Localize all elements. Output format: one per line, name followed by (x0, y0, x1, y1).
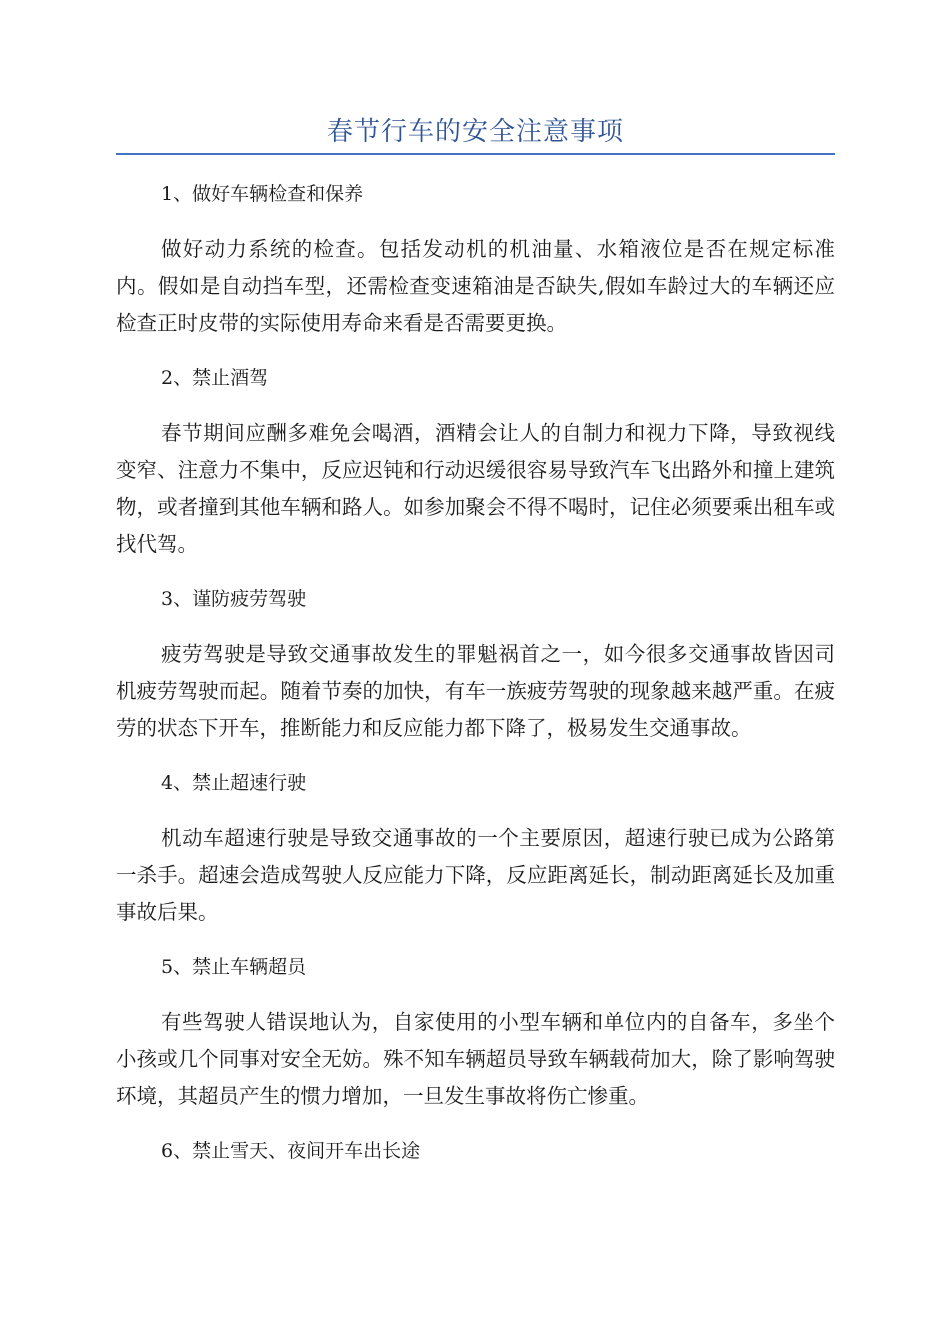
section-heading-1: 1、做好车辆检查和保养 (161, 183, 364, 205)
document-body (116, 174, 835, 1188)
title-underline (116, 153, 835, 155)
section-body-1: 做好动力系统的检查。包括发动机的机油量、水箱液位是否在规定标准内。假如是自动挡车型，还需检查变速箱油是否缺失,假如车龄过大的车辆还应检查正时皮带的实际使用寿命来看是否需要更换。 (116, 237, 835, 335)
section-body-2: 春节期间应酬多难免会喝酒，酒精会让人的自制力和视力下降，导致视线变窄、注意力不集中，反应迟钝和行动迟缓很容易导致汽车飞出路外和撞上建筑物，或者撞到其他车辆和路人。如参加聚会不得不喝时，记住必须要乘出租车或找代驾。 (116, 421, 835, 556)
section-heading-4: 4、禁止超速行驶 (161, 772, 307, 794)
section-body-3: 疲劳驾驶是导致交通事故发生的罪魁祸首之一，如今很多交通事故皆因司机疲劳驾驶而起。随着节奏的加快，有车一族疲劳驾驶的现象越来越严重。在疲劳的状态下开车，推断能力和反应能力都下降了，极易发生交通事故。 (116, 642, 835, 740)
section-heading-6: 6、禁止雪天、夜间开车出长途 (161, 1140, 421, 1162)
section-body-4: 机动车超速行驶是导致交通事故的一个主要原因，超速行驶已成为公路第一杀手。超速会造成驾驶人反应能力下降，反应距离延长，制动距离延长及加重事故后果。 (116, 826, 835, 924)
document-title: 春节行车的安全注意事项 (326, 117, 624, 147)
section-heading-5: 5、禁止车辆超员 (161, 956, 307, 978)
section-heading-3: 3、谨防疲劳驾驶 (161, 588, 307, 610)
section-heading-2: 2、禁止酒驾 (161, 367, 269, 389)
section-body-5: 有些驾驶人错误地认为，自家使用的小型车辆和单位内的自备车，多坐个小孩或几个同事对安全无妨。殊不知车辆超员导致车辆载荷加大，除了影响驾驶环境，其超员产生的惯力增加，一旦发生事故将伤亡惨重。 (116, 1010, 835, 1108)
